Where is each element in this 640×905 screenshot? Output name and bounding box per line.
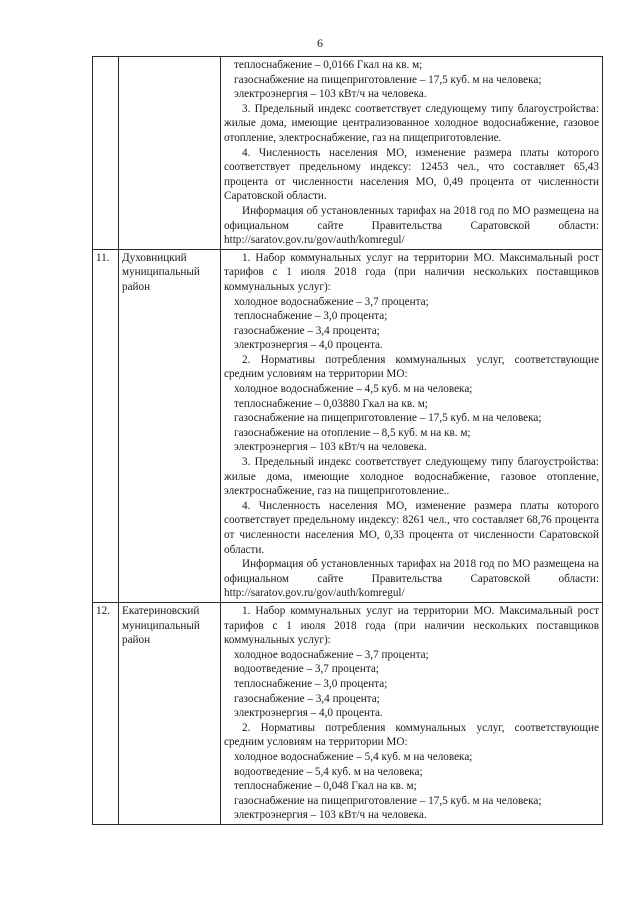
population-paragraph: 4. Численность населения МО, изменение размера платы которого соответствует предельному индексу: 12453 чел., что составляет 65,43 процента от численности населения МО, 0,49 процента от численности Саратовской области. xyxy=(224,146,599,203)
tariff-info-paragraph: Информация об установленных тарифах на 2018 год по МО размещена на официальном сайте Правительства Саратовской области: http://saratov.gov.ru/gov/auth/komregul/ xyxy=(224,558,599,600)
services-paragraph: 1. Набор коммунальных услуг на территории МО. Максимальный рост тарифов с 1 июля 2018 года (при наличии нескольких поставщиков коммунальных услуг): xyxy=(224,604,599,647)
row-details xyxy=(221,602,603,824)
tariff-growth-line: газоснабжение – 3,4 процента; xyxy=(234,692,380,705)
norms-paragraph: 2. Нормативы потребления коммунальных услуг, соответствующие средним условиям на территории МО: xyxy=(224,353,599,381)
table-row-continuation xyxy=(93,57,603,250)
norm-line: теплоснабжение – 0,0166 Гкал на кв. м; xyxy=(234,59,423,71)
norm-line: водоотведение – 5,4 куб. м на человека; xyxy=(234,765,423,778)
district-name: Екатериновский муниципальный район xyxy=(119,602,221,824)
norm-line: газоснабжение на отопление – 8,5 куб. м на кв. м; xyxy=(234,426,471,439)
district-name xyxy=(119,57,221,250)
tariff-growth-line: электроэнергия – 4,0 процента. xyxy=(234,707,383,720)
table-row-12 xyxy=(93,602,603,824)
tariff-growth-line: холодное водоснабжение – 3,7 процента; xyxy=(234,295,429,308)
tariff-growth-line: водоотведение – 3,7 процента; xyxy=(234,663,379,676)
norm-line: теплоснабжение – 0,048 Гкал на кв. м; xyxy=(234,780,417,793)
services-paragraph: 1. Набор коммунальных услуг на территории МО. Максимальный рост тарифов с 1 июля 2018 года (при наличии нескольких поставщиков коммунальных услуг): xyxy=(224,251,599,293)
tariff-info-paragraph: Информация об установленных тарифах на 2018 год по МО размещена на официальном сайте Правительства Саратовской области: http://saratov.gov.ru/gov/auth/komregul/ xyxy=(224,204,599,247)
tariff-growth-line: теплоснабжение – 3,0 процента; xyxy=(234,310,388,323)
row-number: 12. xyxy=(93,602,119,824)
improvement-type-paragraph: 3. Предельный индекс соответствует следующему типу благоустройства: жилые дома, имеющие холодное водоснабжение, газовое отопление, электроснабжение, газ на пищеприготовление.. xyxy=(224,456,599,498)
norm-line: холодное водоснабжение – 5,4 куб. м на человека; xyxy=(234,750,473,763)
norm-line: холодное водоснабжение – 4,5 куб. м на человека; xyxy=(234,383,473,396)
norm-line: электроэнергия – 103 кВт/ч на человека. xyxy=(234,809,427,822)
tariff-growth-line: теплоснабжение – 3,0 процента; xyxy=(234,677,388,690)
population-paragraph: 4. Численность населения МО, изменение размера платы которого соответствует предельному индексу: 8261 чел., что составляет 68,76 процента от численности населения МО, 0,33 процента от численности Саратовской области. xyxy=(224,499,599,556)
norm-line: электроэнергия – 103 кВт/ч на человека. xyxy=(234,88,427,101)
table-row-11 xyxy=(93,249,603,602)
norms-paragraph: 2. Нормативы потребления коммунальных услуг, соответствующие средним условиям на территории МО: xyxy=(224,721,599,749)
row-number: 11. xyxy=(93,249,119,602)
municipal-tariffs-table xyxy=(92,56,603,825)
page-number: 6 xyxy=(317,36,323,50)
tariff-growth-line: холодное водоснабжение – 3,7 процента; xyxy=(234,648,429,661)
row-details xyxy=(221,249,603,602)
norm-line: электроэнергия – 103 кВт/ч на человека. xyxy=(234,441,427,454)
district-name: Духовницкий муниципальный район xyxy=(119,249,221,602)
tariff-growth-line: газоснабжение – 3,4 процента; xyxy=(234,324,380,337)
improvement-type-paragraph: 3. Предельный индекс соответствует следующему типу благоустройства: жилые дома, имеющие централизованное холодное водоснабжение, газовое отопление, электроснабжение, газ на пищеприготовление. xyxy=(224,102,599,144)
row-details xyxy=(221,57,603,250)
norm-line: газоснабжение на пищеприготовление – 17,5 куб. м на человека; xyxy=(234,794,542,807)
norm-line: газоснабжение на пищеприготовление – 17,5 куб. м на человека; xyxy=(234,73,542,86)
tariff-growth-line: электроэнергия – 4,0 процента. xyxy=(234,339,383,352)
norm-line: теплоснабжение – 0,03880 Гкал на кв. м; xyxy=(234,397,428,410)
norm-line: газоснабжение на пищеприготовление – 17,5 куб. м на человека; xyxy=(234,412,542,425)
row-number xyxy=(93,57,119,250)
